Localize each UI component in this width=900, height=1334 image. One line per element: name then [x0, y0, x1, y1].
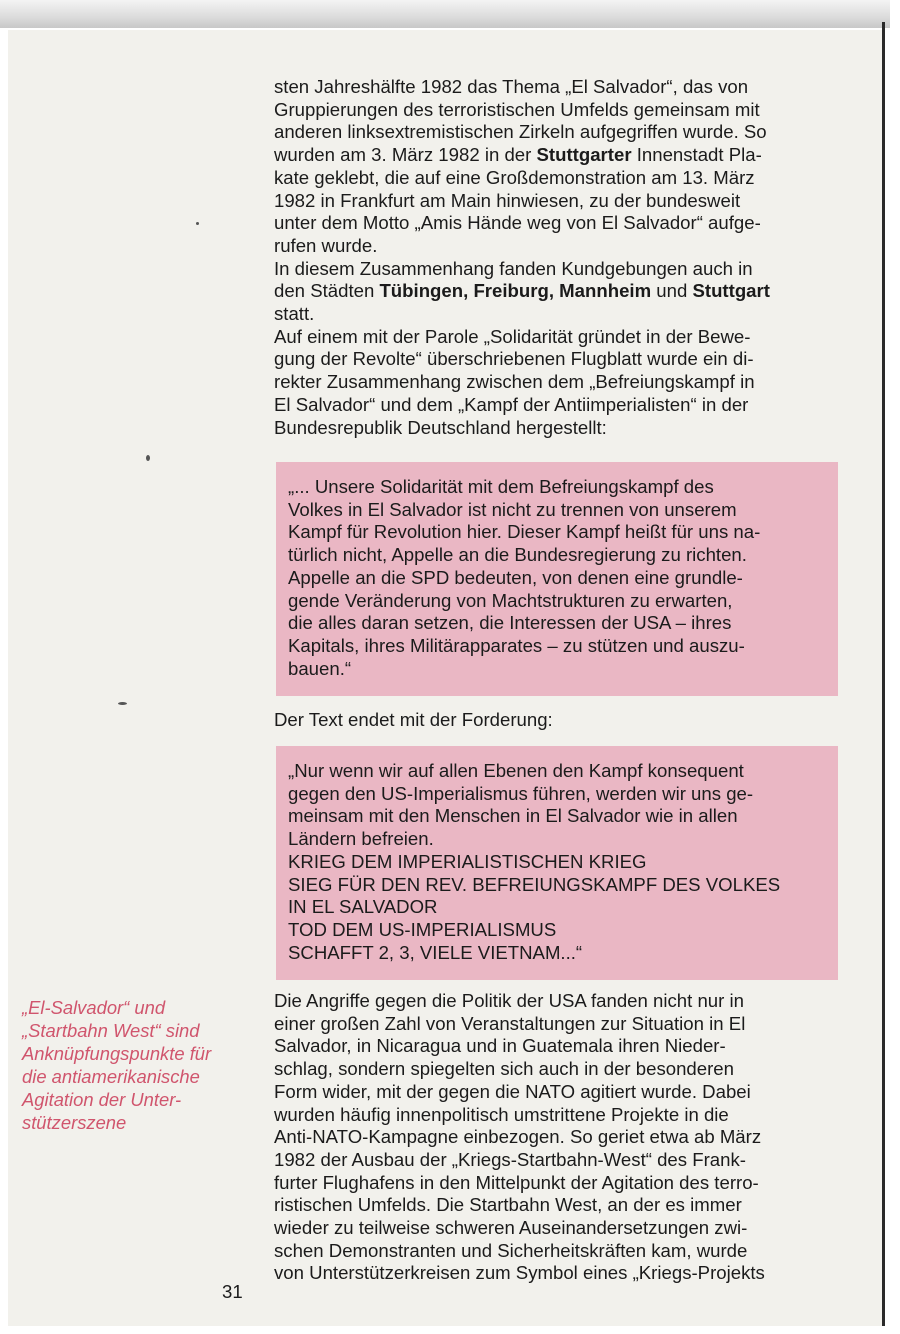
city-name: Stuttgart — [692, 280, 770, 302]
text-line: statt. — [274, 303, 315, 325]
text-line: Form wider, mit der gegen die NATO agitiert wurde. Dabei — [274, 1080, 751, 1102]
text-line: kate geklebt, die auf eine Großdemonstration am 13. März — [274, 166, 755, 188]
margin-note-line: Anknüpfungspunkte für — [22, 1043, 212, 1064]
text-line: In diesem Zusammenhang fanden Kundgebungen auch in — [274, 257, 753, 279]
slogan-line: SIEG FÜR DEN REV. BEFREIUNGSKAMPF DES VOLKES — [288, 873, 781, 895]
slogan-line: SCHAFFT 2, 3, VIELE VIETNAM...“ — [288, 941, 583, 963]
page-number: 31 — [222, 1281, 243, 1302]
quote-line: Kapitals, ihres Militärapparates – zu stützen und auszu- — [288, 634, 745, 656]
text-line: schen Demonstranten und Sicherheitskräften kam, wurde — [274, 1239, 748, 1261]
text-line: wurden häufig innenpolitisch umstrittene Projekte in die — [274, 1103, 729, 1125]
text-segment: den Städten — [274, 280, 380, 302]
text-line: einer großen Zahl von Veranstaltungen zur Situation in El — [274, 1012, 746, 1034]
margin-note — [22, 996, 252, 1134]
text-segment: und — [651, 280, 693, 302]
forderung-line: Der Text endet mit der Forderung: — [274, 709, 553, 730]
quote-line: die alles daran setzen, die Interessen der USA – ihres — [288, 612, 732, 634]
text-line: El Salvador“ und dem „Kampf der Antiimperialisten“ in der — [274, 393, 749, 415]
slogan-line: TOD DEM US-IMPERIALISMUS — [288, 918, 557, 940]
text-line: unter dem Motto „Amis Hände weg von El Salvador“ aufge- — [274, 212, 761, 234]
intro-paragraph — [274, 76, 840, 439]
city-name: Stuttgarter — [536, 144, 632, 166]
text-segment: wurden am 3. März 1982 in der — [274, 144, 537, 166]
margin-note-line: „Startbahn West“ sind — [22, 1020, 200, 1041]
margin-note-line: stützerszene — [22, 1112, 127, 1133]
text-line: anderen linksextremistischen Zirkeln aufgegriffen wurde. So — [274, 121, 767, 143]
scan-speck — [196, 222, 199, 225]
scan-speck — [146, 455, 150, 461]
text-line: von Unterstützerkreisen zum Symbol eines „Kriegs-Projekts — [274, 1262, 765, 1284]
text-line: Salvador, in Nicaragua und in Guatemala ihren Nieder- — [274, 1035, 726, 1057]
text-line: 1982 der Ausbau der „Kriegs-Startbahn-West“ des Frank- — [274, 1148, 746, 1170]
quote-line: gegen den US-Imperialismus führen, werden wir uns ge- — [288, 782, 754, 804]
text-line: furter Flughafens in den Mittelpunkt der Agitation des terro- — [274, 1171, 759, 1193]
quote-line: bauen.“ — [288, 657, 352, 679]
quote-line: meinsam mit den Menschen in El Salvador wie in allen — [288, 805, 738, 827]
city-names: Tübingen, Freiburg, Mannheim — [379, 280, 652, 302]
text-line: Auf einem mit der Parole „Solidarität gründet in der Bewe- — [274, 325, 751, 347]
text-line: Gruppierungen des terroristischen Umfelds gemeinsam mit — [274, 98, 760, 120]
text-segment: Innenstadt Pla- — [631, 144, 762, 166]
quote-line: Appelle an die SPD bedeuten, von denen eine grundle- — [288, 566, 743, 588]
text-line — [274, 144, 840, 167]
quote-line: „Nur wenn wir auf allen Ebenen den Kampf konsequent — [288, 760, 744, 781]
angriffe-paragraph — [274, 990, 840, 1285]
text-line: Bundesrepublik Deutschland hergestellt: — [274, 416, 607, 438]
text-line: Die Angriffe gegen die Politik der USA fanden nicht nur in — [274, 990, 744, 1011]
text-line: sten Jahreshälfte 1982 das Thema „El Salvador“, das von — [274, 76, 749, 97]
quote-line: „... Unsere Solidarität mit dem Befreiungskampf des — [288, 476, 714, 497]
quote-line: Ländern befreien. — [288, 828, 434, 850]
text-line: schlag, sondern spiegelten sich auch in der besonderen — [274, 1058, 734, 1080]
text-line: rufen wurde. — [274, 234, 378, 256]
slogan-line: KRIEG DEM IMPERIALISTISCHEN KRIEG — [288, 850, 647, 872]
quote-box-forderung — [276, 746, 838, 980]
text-line: gung der Revolte“ überschriebenen Flugblatt wurde ein di- — [274, 348, 754, 370]
text-line: wieder zu teilweise schweren Auseinandersetzungen zwi- — [274, 1217, 748, 1239]
scan-top-edge — [0, 0, 890, 28]
text-line — [274, 280, 840, 303]
quote-box-flugblatt — [276, 462, 838, 696]
slogan-line: IN EL SALVADOR — [288, 896, 438, 918]
margin-note-line: „El-Salvador“ und — [22, 997, 166, 1018]
text-line: ristischen Umfelds. Die Startbahn West, an der es immer — [274, 1194, 742, 1216]
text-line: 1982 in Frankfurt am Main hinwiesen, zu der bundesweit — [274, 189, 741, 211]
quote-line: gende Veränderung von Machtstrukturen zu erwarten, — [288, 589, 733, 611]
text-line: Anti-NATO-Kampagne einbezogen. So geriet etwa ab März — [274, 1126, 762, 1148]
quote-line: türlich nicht, Appelle an die Bundesregierung zu richten. — [288, 544, 747, 566]
quote-line: Volkes in El Salvador ist nicht zu trennen von unserem — [288, 498, 737, 520]
quote-line: Kampf für Revolution hier. Dieser Kampf heißt für uns na- — [288, 521, 761, 543]
margin-note-line: Agitation der Unter- — [22, 1089, 182, 1110]
scan-right-edge — [882, 22, 885, 1326]
scan-speck — [118, 702, 127, 705]
margin-note-line: die antiamerikanische — [22, 1066, 200, 1087]
text-line: rekter Zusammenhang zwischen dem „Befreiungskampf in — [274, 371, 755, 393]
